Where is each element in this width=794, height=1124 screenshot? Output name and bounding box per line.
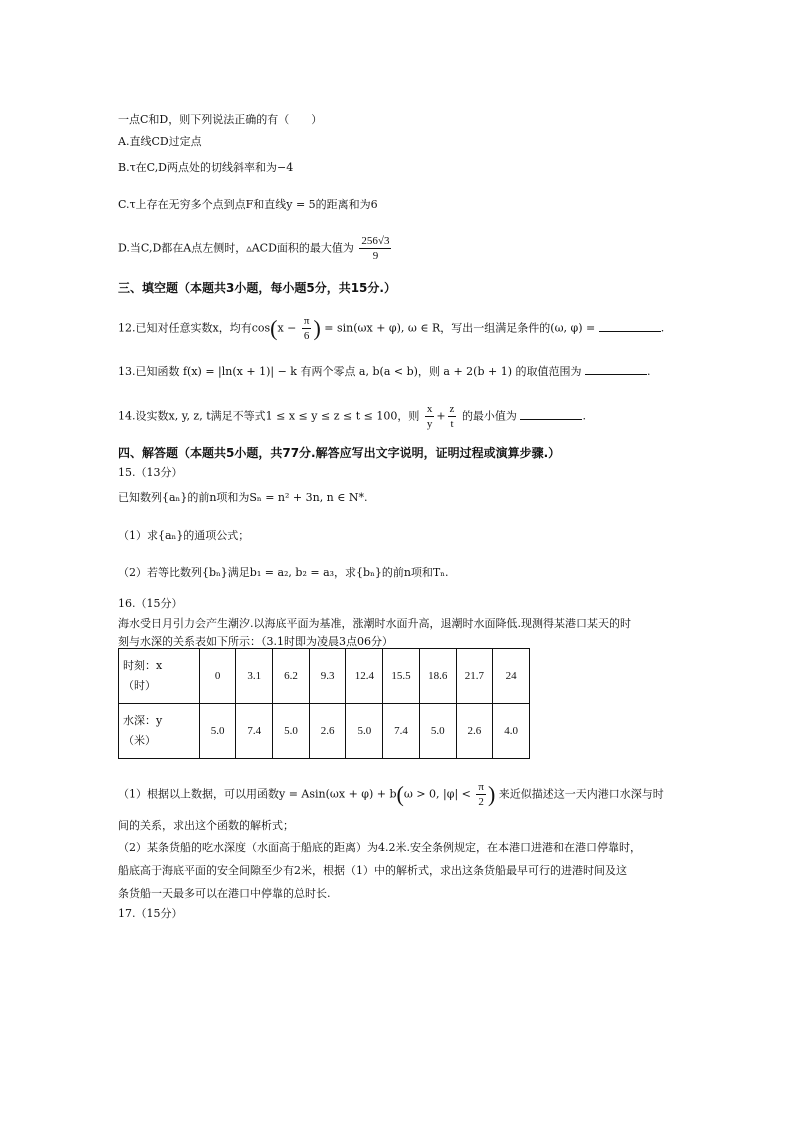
q11-option-d: [118, 234, 393, 263]
q16-part1-text: （1）根据以上数据，可以用函数y = Asin(ωx + φ) + b: [118, 787, 397, 801]
q11-option-d-text: D.当C,D都在A点左侧时，▵ACD面积的最大值为: [118, 241, 354, 255]
table-cell: 15.5: [383, 649, 420, 704]
fraction-numerator: x: [426, 403, 433, 415]
q16-part2-line3: 条货船一天最多可以在港口中停靠的总时长.: [118, 887, 331, 900]
q11-option-b: B.τ在C,D两点处的切线斜率和为−4: [118, 161, 294, 174]
q15-part2: （2）若等比数列{bₙ}满足b₁ = a₂, b₂ = a₃，求{bₙ}的前n项和Tₙ.: [118, 566, 449, 579]
table-cell: 2.6: [456, 704, 493, 759]
table-cell: 3.1: [236, 649, 273, 704]
q15-stem: 已知数列{aₙ}的前n项和为Sₙ = n² + 3n, n ∈ N*.: [118, 491, 368, 504]
q15-title: 15.（13分）: [118, 466, 183, 479]
q11-option-a: A.直线CD过定点: [118, 135, 202, 148]
table-cell: 24: [493, 649, 530, 704]
q12-answer-blank[interactable]: [599, 321, 661, 332]
q12-text-b: = sin(ωx + φ), ω ∈ R，写出一组满足条件的(ω, φ) =: [324, 321, 596, 335]
row-header-time-unit: （时）: [123, 679, 156, 692]
q14: 14.设实数x, y, z, t满足不等式1 ≤ x ≤ y ≤ z ≤ t ≤ 100，则 $\frac{x}{y}$ + $\frac{z}{t}$ 的最小值为 .: [118, 403, 586, 430]
q16-title: 16.（15分）: [118, 597, 183, 610]
table-cell: 7.4: [383, 704, 420, 759]
table-cell: 5.0: [346, 704, 383, 759]
fraction-numerator: 256√3: [361, 235, 390, 247]
table-cell: 4.0: [493, 704, 530, 759]
row-header-depth-unit: （米）: [123, 734, 156, 747]
row-header-time: [119, 649, 200, 704]
q16-part2-line2: 船底高于海底平面的安全间隙至少有2米，根据（1）中的解析式，求出这条货船最早可行的进港时间及这: [118, 864, 627, 877]
fraction-denominator: 2: [478, 796, 484, 808]
section4-heading: 四、解答题（本题共5小题，共77分.解答应写出文字说明，证明过程或演算步骤.）: [118, 446, 561, 460]
table-cell: 2.6: [309, 704, 346, 759]
fraction-numerator: π: [478, 781, 484, 793]
q16-part1-text-b: 来近似描述这一天内港口水深与时: [498, 787, 664, 801]
q13-text: 13.已知函数 f(x) = |ln(x + 1)| − k 有两个零点 a, b(a < b)，则 a + 2(b + 1) 的取值范围为: [118, 365, 582, 378]
table-cell: 7.4: [236, 704, 273, 759]
table-cell: 21.7: [456, 649, 493, 704]
fraction-numerator: π: [303, 315, 310, 327]
q17-title: 17.（15分）: [118, 907, 183, 920]
q12-x: x −: [277, 321, 297, 335]
q16-part2-line1: （2）某条货船的吃水深度（水面高于船底的距离）为4.2米.安全条例规定，在本港口进港和在港口停靠时，: [118, 841, 641, 854]
row-header-depth: [119, 704, 200, 759]
fraction-denominator: t: [450, 418, 454, 430]
q13: 13.已知函数 f(x) = |ln(x + 1)| − k 有两个零点 a, b(a < b)，则 a + 2(b + 1) 的取值范围为 .: [118, 365, 651, 378]
row-header-depth-label: 水深：y: [123, 714, 163, 727]
q11-option-c: C.τ上存在无穷多个点到点F和直线y = 5的距离和为6: [118, 198, 378, 211]
q12-text-a: 12.已知对任意实数x，均有cos: [118, 321, 271, 335]
q11-option-d-fraction: [359, 234, 391, 263]
table-cell: 5.0: [199, 704, 236, 759]
q16-part1: （1）根据以上数据，可以用函数y = Asin(ωx + φ) + b(ω > 0, |φ| < $\frac{\pi}{2}$ ) 来近似描述这一天内港口水深与时: [118, 781, 664, 808]
table-cell: 6.2: [273, 649, 310, 704]
row-header-time-label: 时刻：x: [123, 659, 163, 672]
fraction-denominator: y: [426, 418, 433, 430]
table-cell: 18.6: [419, 649, 456, 704]
q11-intro: 一点C和D，则下列说法正确的有（ ）: [118, 113, 323, 126]
q16-part1-line2: 间的关系，求出这个函数的解析式；: [118, 819, 294, 832]
q16-part1-condition: ω > 0, |φ| <: [403, 787, 471, 801]
table-cell: 5.0: [273, 704, 310, 759]
q14-fraction-zt: [448, 402, 457, 431]
q14-answer-blank[interactable]: [520, 409, 582, 420]
q14-text-a: 14.设实数x, y, z, t满足不等式1 ≤ x ≤ y ≤ z ≤ t ≤ 100，则: [118, 409, 420, 423]
table-cell: 5.0: [419, 704, 456, 759]
table-cell: 9.3: [309, 649, 346, 704]
q12: 12.已知对任意实数x，均有cos(x − $\frac{\pi}{6}$ ) = sin(ωx + φ), ω ∈ R，写出一组满足条件的(ω, φ) = .: [118, 315, 665, 342]
q13-answer-blank[interactable]: [585, 364, 647, 375]
section3-heading: 三、填空题（本题共3小题，每小题5分，共15分.）: [118, 281, 396, 295]
fraction-denominator: 9: [372, 250, 379, 262]
q15-part1: （1）求{aₙ}的通项公式；: [118, 529, 250, 542]
q14-fraction-xy: [425, 402, 435, 431]
q14-text-b: 的最小值为: [461, 409, 517, 423]
table-row-depth: [119, 704, 530, 759]
table-cell: 0: [199, 649, 236, 704]
table-row-time: [119, 649, 530, 704]
q12-fraction: [302, 314, 312, 343]
tide-table: [118, 648, 530, 759]
fraction-denominator: 6: [303, 330, 310, 342]
q16-stem-line2: 刻与水深的关系表如下所示：（3.1时即为凌晨3点06分）: [118, 635, 393, 648]
q16-fraction: [476, 780, 486, 809]
fraction-numerator: z: [449, 403, 455, 415]
table-cell: 12.4: [346, 649, 383, 704]
q16-stem-line1: 海水受日月引力会产生潮汐.以海底平面为基准，涨潮时水面升高，退潮时水面降低.现测得某港口某天的时: [118, 617, 631, 630]
